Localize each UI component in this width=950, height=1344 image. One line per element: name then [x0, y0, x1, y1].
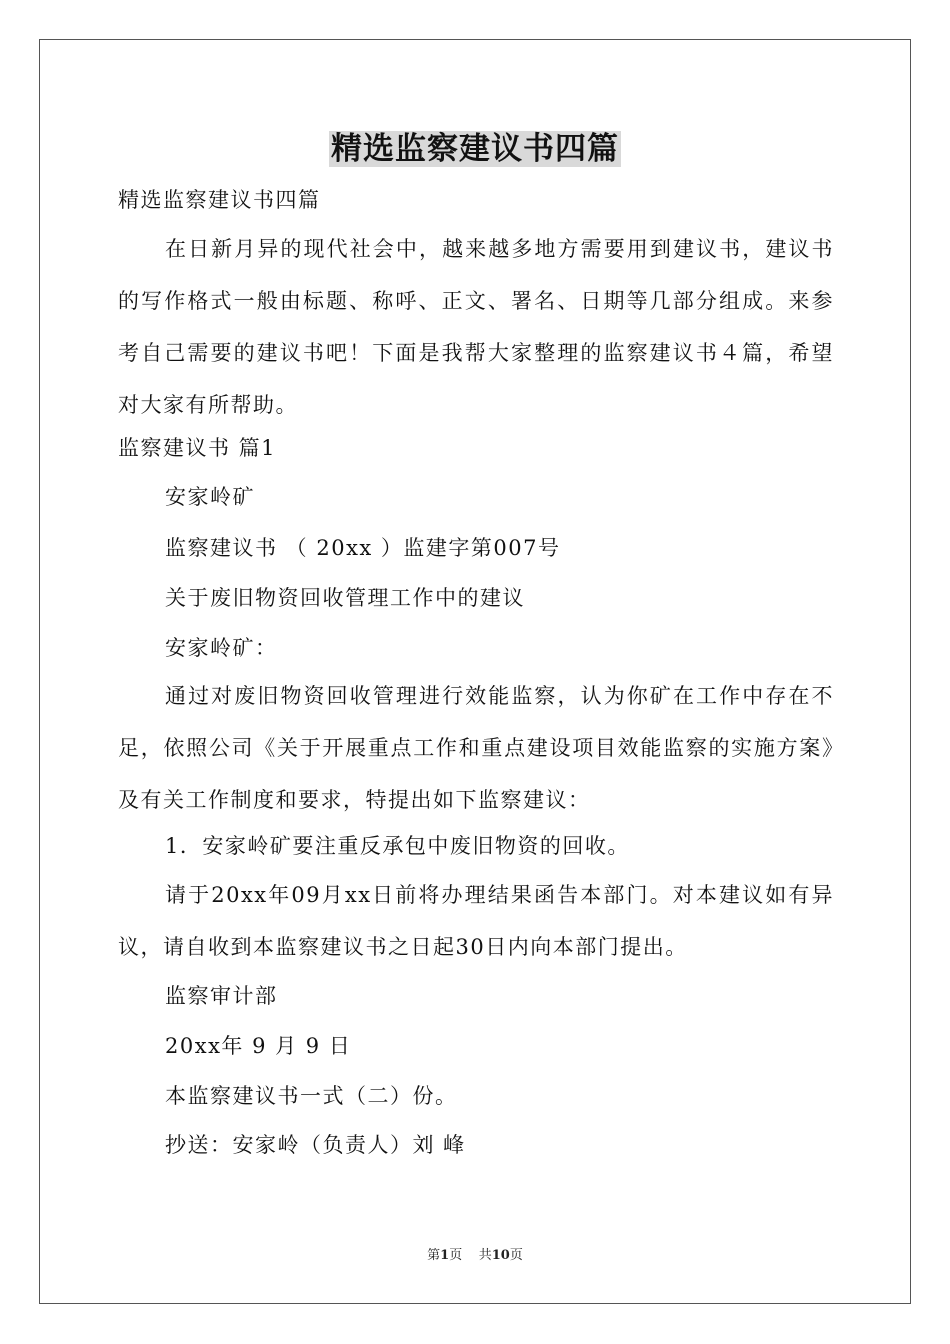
salutation: 安家岭矿： — [165, 636, 278, 660]
signature: 监察审计部 — [165, 984, 278, 1008]
cc-note: 抄送：安家岭（负责人）刘 峰 — [165, 1133, 466, 1157]
document-subject: 关于废旧物资回收管理工作中的建议 — [165, 586, 525, 610]
deadline-paragraph: 请于20xx年09月xx日前将办理结果函告本部门。对本建议如有异议，请自收到本监察建议书之日起30日内向本部门提出。 — [118, 883, 834, 959]
document-title-text: 精选监察建议书四篇 — [331, 131, 619, 167]
total-pages-indicator: 共10页 — [478, 1248, 523, 1263]
section-heading: 监察建议书 篇1 — [118, 436, 277, 460]
findings-paragraph: 通过对废旧物资回收管理进行效能监察，认为你矿在工作中存在不足，依照公司《关于开展重点工作和重点建设项目效能监察的实施方案》及有关工作制度和要求，特提出如下监察建议： — [118, 684, 834, 812]
copies-note: 本监察建议书一式（二）份。 — [165, 1084, 458, 1108]
document-number: 监察建议书 （ 20xx ）监建字第007号 — [165, 536, 561, 560]
suggestion-item: 1．安家岭矿要注重反承包中废旧物资的回收。 — [165, 834, 630, 858]
subtitle: 精选监察建议书四篇 — [118, 188, 321, 212]
document-title — [0, 127, 950, 171]
organization-name: 安家岭矿 — [165, 485, 255, 509]
page-footer — [0, 1246, 950, 1266]
date: 20xx年 9 月 9 日 — [165, 1034, 352, 1058]
page-indicator: 第1页 — [427, 1248, 463, 1263]
intro-paragraph: 在日新月异的现代社会中，越来越多地方需要用到建议书，建议书的写作格式一般由标题、称呼、正文、署名、日期等几部分组成。来参考自己需要的建议书吧！下面是我帮大家整理的监察建议书４篇，希望对大家有所帮助。 — [118, 237, 834, 417]
